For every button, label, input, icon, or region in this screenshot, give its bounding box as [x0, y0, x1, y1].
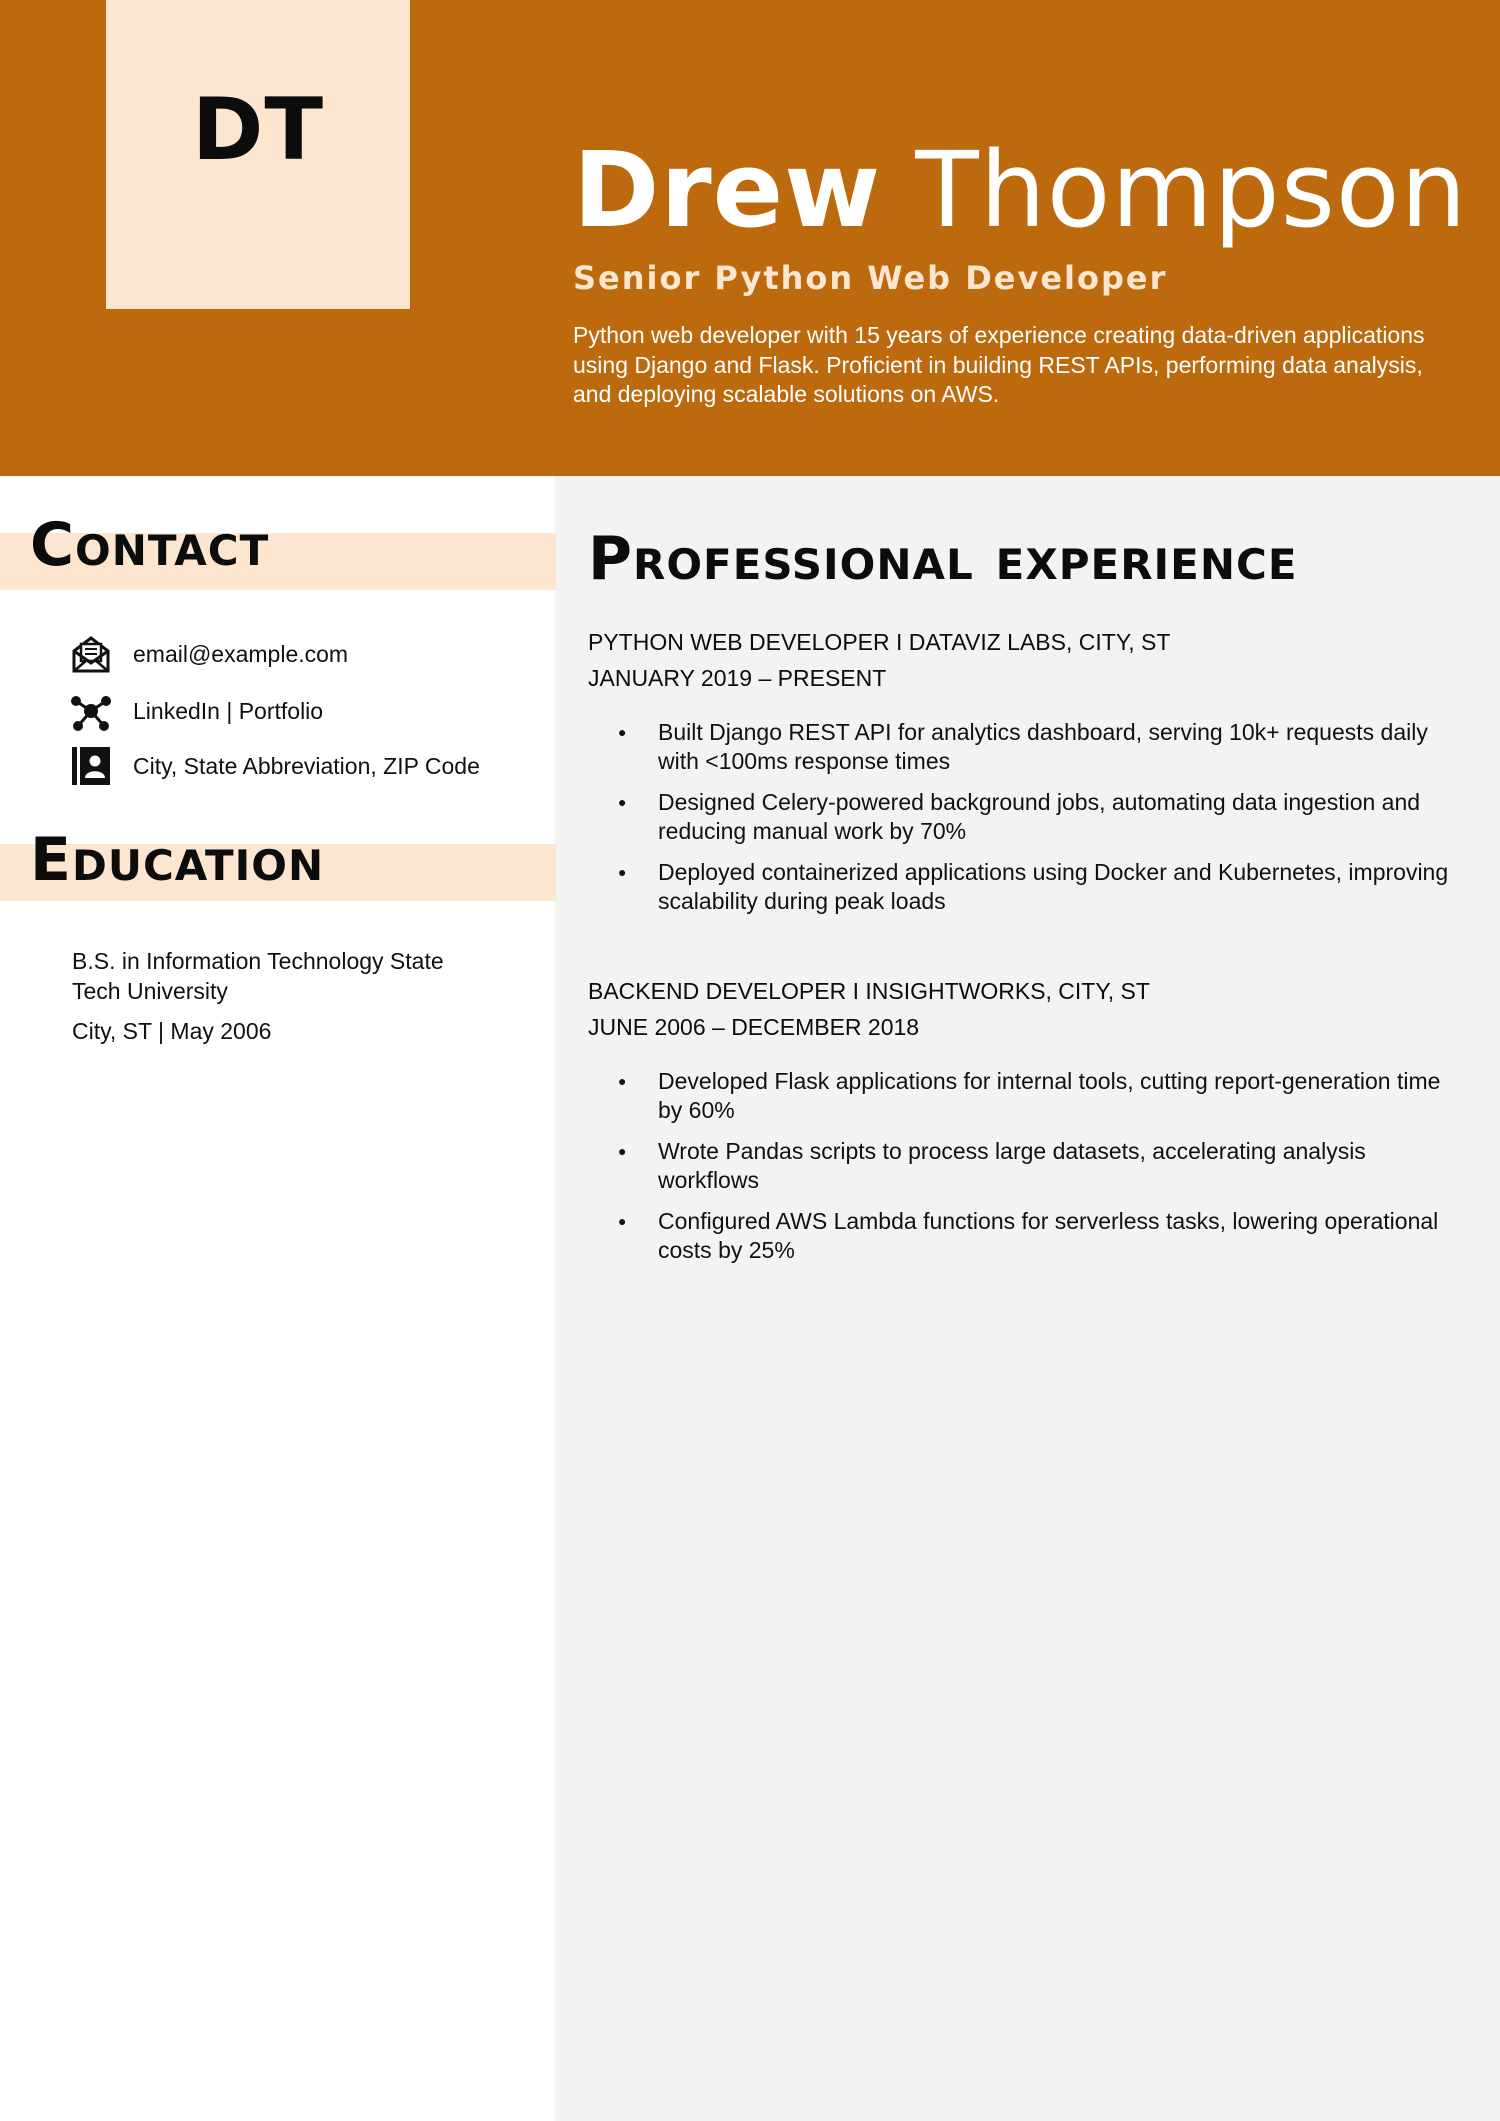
profile-summary: Python web developer with 15 years of experience creating data-driven applications using Django and Flask. Proficient in building REST APIs, performing data analysis, and deploying scalable solutions on AWS. [573, 322, 1425, 407]
education-heading: Education [30, 825, 325, 895]
job-entry-1 [588, 624, 1458, 928]
list-item: ● Configured AWS Lambda functions for serverless tasks, lowering operational costs by 25% [588, 1207, 1458, 1265]
job-dates: JANUARY 2019 – PRESENT [588, 665, 887, 691]
experience-heading: Professional experience [588, 524, 1298, 594]
candidate-name [573, 120, 1467, 260]
education-entry [72, 946, 492, 1046]
list-item: ● Built Django REST API for analytics dashboard, serving 10k+ requests daily with <100ms response times [588, 718, 1458, 776]
contact-links-row[interactable] [70, 690, 323, 732]
list-item: ● Developed Flask applications for internal tools, cutting report-generation time by 60% [588, 1067, 1458, 1125]
job-role: PYTHON WEB DEVELOPER I DATAVIZ LABS, CITY, ST [588, 629, 1171, 655]
address-book-icon [70, 745, 112, 787]
contact-heading: Contact [30, 510, 270, 580]
list-item: ● Designed Celery-powered background jobs, automating data ingestion and reducing manual work by 70% [588, 788, 1458, 846]
contact-address-row [70, 745, 480, 787]
contact-links: LinkedIn | Portfolio [133, 697, 324, 724]
job-bullets [588, 1067, 1458, 1265]
education-degree: B.S. in Information Technology State Tech University [72, 948, 444, 1004]
monogram-box [106, 0, 410, 309]
job-role: BACKEND DEVELOPER I INSIGHTWORKS, CITY, ST [588, 978, 1150, 1004]
job-bullets [588, 718, 1458, 916]
last-name: Thompson [915, 129, 1468, 251]
initials: DT [191, 79, 325, 180]
network-icon [70, 690, 112, 732]
first-name: Drew [573, 129, 882, 251]
job-title: Senior Python Web Developer [573, 259, 1168, 297]
education-location: City, ST | May 2006 [72, 1018, 272, 1044]
header-banner [0, 0, 1500, 476]
contact-address: City, State Abbreviation, ZIP Code [133, 752, 480, 779]
contact-email: email@example.com [133, 640, 349, 667]
job-dates: JUNE 2006 – DECEMBER 2018 [588, 1014, 920, 1040]
contact-email-row[interactable] [70, 633, 348, 675]
list-item: ● Wrote Pandas scripts to process large datasets, accelerating analysis workflows [588, 1137, 1458, 1195]
email-icon [70, 633, 112, 675]
job-entry-2 [588, 973, 1458, 1277]
list-item: ● Deployed containerized applications using Docker and Kubernetes, improving scalability during peak loads [588, 858, 1458, 916]
